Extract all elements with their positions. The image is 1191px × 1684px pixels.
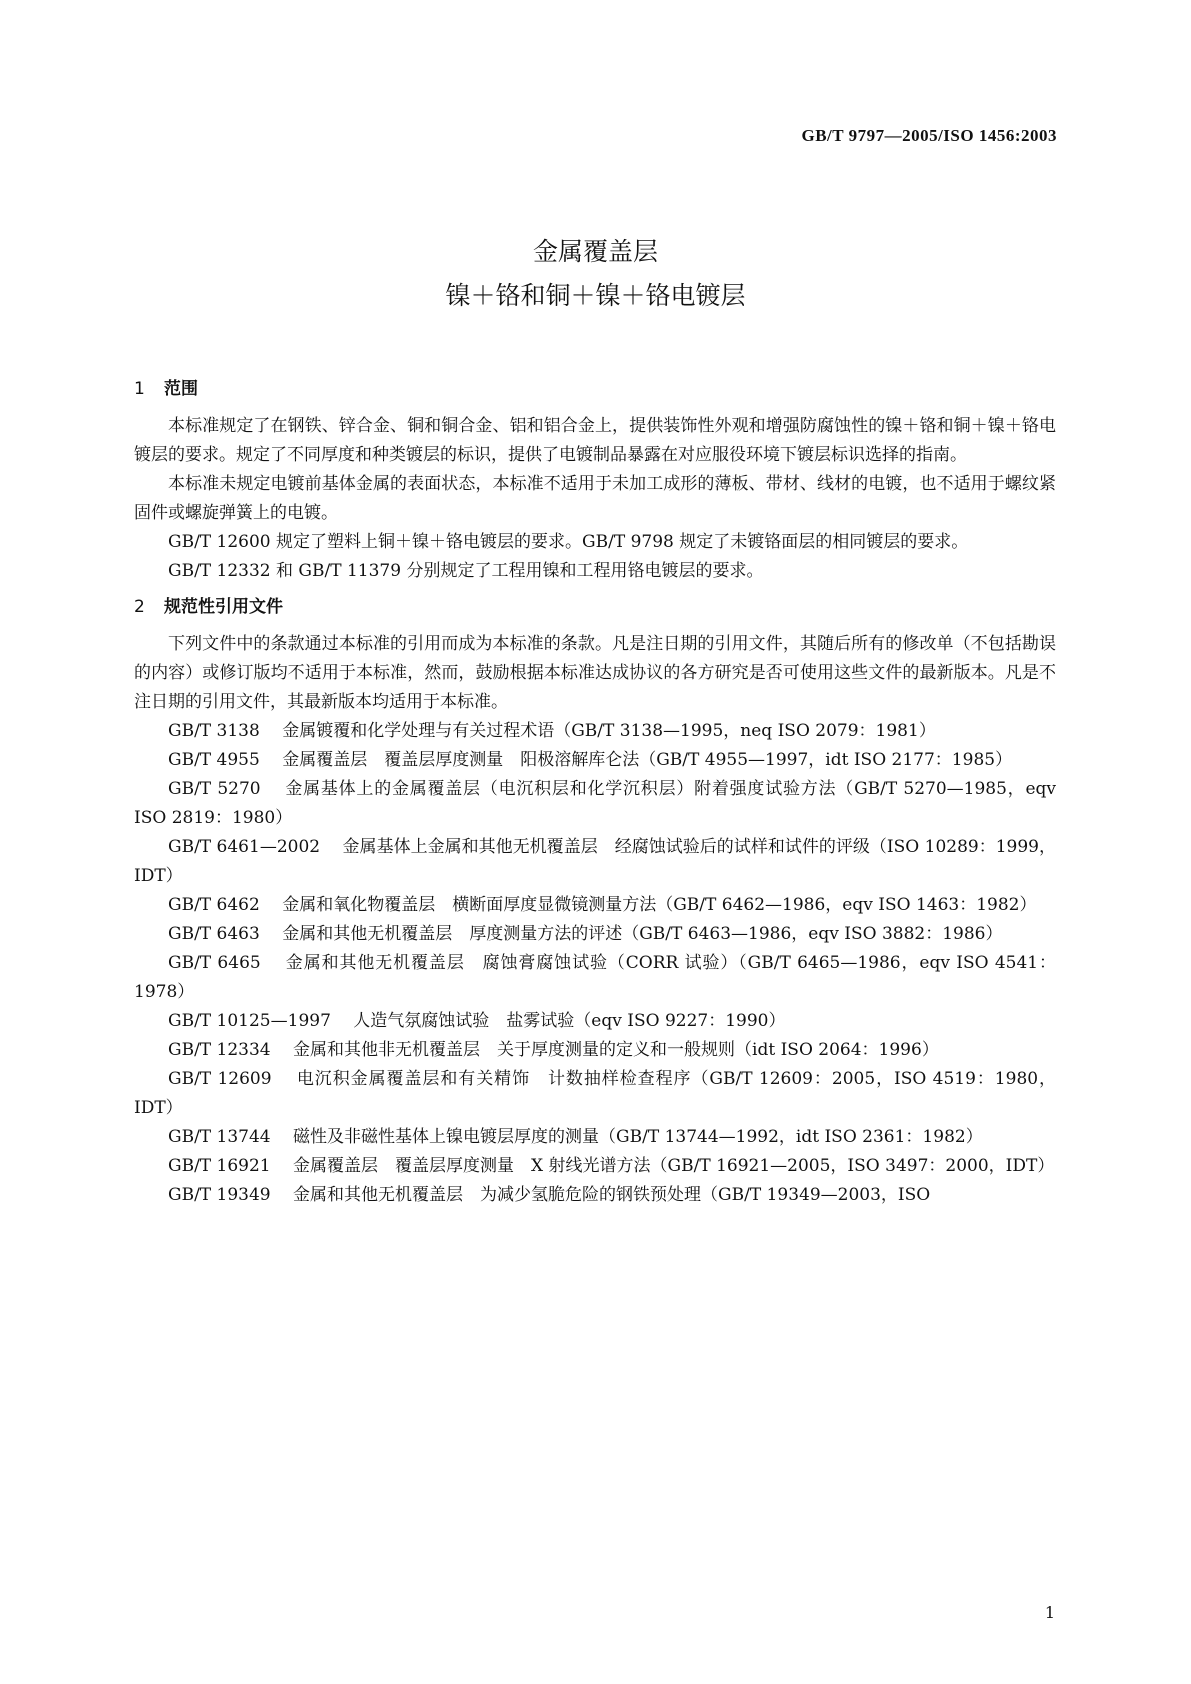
reference-code: GB/T 12609 xyxy=(168,1069,272,1089)
reference-code: GB/T 6461—2002 xyxy=(168,837,321,857)
reference-item xyxy=(134,1007,1056,1036)
reference-code: GB/T 3138 xyxy=(168,721,260,741)
paragraph: 下列文件中的条款通过本标准的引用而成为本标准的条款。凡是注日期的引用文件，其随后所有的修改单（不包括勘误的内容）或修订版均不适用于本标准，然而，鼓励根据本标准达成协议的各方研究是否可使用这些文件的最新版本。凡是不注日期的引用文件，其最新版本均适用于本标准。 xyxy=(134,634,1056,712)
reference-text: 金属基体上金属和其他无机覆盖层 经腐蚀试验后的试样和试件的评级（ISO 10289：1999，IDT） xyxy=(134,837,1057,886)
reference-item xyxy=(134,891,1056,920)
reference-item xyxy=(134,920,1056,949)
page-number: 1 xyxy=(1044,1603,1055,1622)
reference-code: GB/T 19349 xyxy=(168,1185,271,1205)
document-title-line1: 金属覆盖层 xyxy=(532,237,658,266)
reference-code: GB/T 16921 xyxy=(168,1156,271,1176)
paragraph: GB/T 12332 和 GB/T 11379 分别规定了工程用镍和工程用铬电镀层的要求。 xyxy=(168,561,764,581)
reference-code: GB/T 12334 xyxy=(168,1040,271,1060)
section-number: 1 xyxy=(134,379,145,399)
reference-text: 电沉积金属覆盖层和有关精饰 计数抽样检查程序（GB/T 12609：2005，ISO 4519：1980，IDT） xyxy=(134,1069,1057,1118)
paragraph: 本标准未规定电镀前基体金属的表面状态，本标准不适用于未加工成形的薄板、带材、线材的电镀，也不适用于螺纹紧固件或螺旋弹簧上的电镀。 xyxy=(134,474,1056,523)
reference-text: 金属和其他无机覆盖层 腐蚀膏腐蚀试验（CORR 试验）（GB/T 6465—1986，eqv ISO 4541：1978） xyxy=(134,953,1057,1002)
reference-text: 金属和其他非无机覆盖层 关于厚度测量的定义和一般规则（idt ISO 2064：1996） xyxy=(293,1040,939,1060)
reference-item xyxy=(134,1181,1056,1210)
document-body xyxy=(134,375,1056,1210)
reference-text: 磁性及非磁性基体上镍电镀层厚度的测量（GB/T 13744—1992，idt ISO 2361：1982） xyxy=(293,1127,983,1147)
reference-text: 金属覆盖层 覆盖层厚度测量 X 射线光谱方法（GB/T 16921—2005，ISO 3497：2000，IDT） xyxy=(293,1156,1055,1176)
section-2-heading xyxy=(134,593,1056,622)
document-title-line2: 镍＋铬和铜＋镍＋铬电镀层 xyxy=(445,281,746,310)
section-title: 规范性引用文件 xyxy=(164,597,283,617)
reference-item xyxy=(134,717,1056,746)
paragraph: 本标准规定了在钢铁、锌合金、铜和铜合金、铝和铝合金上，提供装饰性外观和增强防腐蚀性的镍＋铬和铜＋镍＋铬电镀层的要求。规定了不同厚度和种类镀层的标识，提供了电镀制品暴露在对应服役环境下镀层标识选择的指南。 xyxy=(134,416,1056,465)
reference-text: 金属覆盖层 覆盖层厚度测量 阳极溶解库仑法（GB/T 4955—1997，idt ISO 2177：1985） xyxy=(282,750,1013,770)
reference-code: GB/T 5270 xyxy=(168,779,261,799)
reference-text: 金属镀覆和化学处理与有关过程术语（GB/T 3138—1995，neq ISO 2079：1981） xyxy=(282,721,936,741)
reference-item xyxy=(134,833,1056,891)
reference-text: 金属和其他无机覆盖层 为减少氢脆危险的钢铁预处理（GB/T 19349—2003，ISO xyxy=(293,1185,931,1205)
reference-item xyxy=(134,775,1056,833)
reference-item xyxy=(134,746,1056,775)
reference-code: GB/T 4955 xyxy=(168,750,260,770)
reference-item xyxy=(134,949,1056,1007)
paragraph: GB/T 12600 规定了塑料上铜＋镍＋铬电镀层的要求。GB/T 9798 规定了未镀铬面层的相同镀层的要求。 xyxy=(168,532,969,552)
standard-code: GB/T 9797—2005/ISO 1456:2003 xyxy=(801,126,1057,145)
section-number: 2 xyxy=(134,597,145,617)
reference-text: 金属和氧化物覆盖层 横断面厚度显微镜测量方法（GB/T 6462—1986，eqv ISO 1463：1982） xyxy=(282,895,1037,915)
reference-item xyxy=(134,1152,1056,1181)
reference-text: 金属基体上的金属覆盖层（电沉积层和化学沉积层）附着强度试验方法（GB/T 5270—1985，eqv ISO 2819：1980） xyxy=(134,779,1057,828)
section-1-heading xyxy=(134,375,1056,404)
reference-code: GB/T 10125—1997 xyxy=(168,1011,331,1031)
reference-item xyxy=(134,1036,1056,1065)
reference-code: GB/T 6463 xyxy=(168,924,260,944)
reference-item xyxy=(134,1123,1056,1152)
reference-code: GB/T 13744 xyxy=(168,1127,271,1147)
reference-text: 金属和其他无机覆盖层 厚度测量方法的评述（GB/T 6463—1986，eqv ISO 3882：1986） xyxy=(282,924,1003,944)
reference-text: 人造气氛腐蚀试验 盐雾试验（eqv ISO 9227：1990） xyxy=(353,1011,786,1031)
reference-code: GB/T 6462 xyxy=(168,895,260,915)
section-title: 范围 xyxy=(164,379,198,399)
reference-code: GB/T 6465 xyxy=(168,953,261,973)
reference-item xyxy=(134,1065,1056,1123)
